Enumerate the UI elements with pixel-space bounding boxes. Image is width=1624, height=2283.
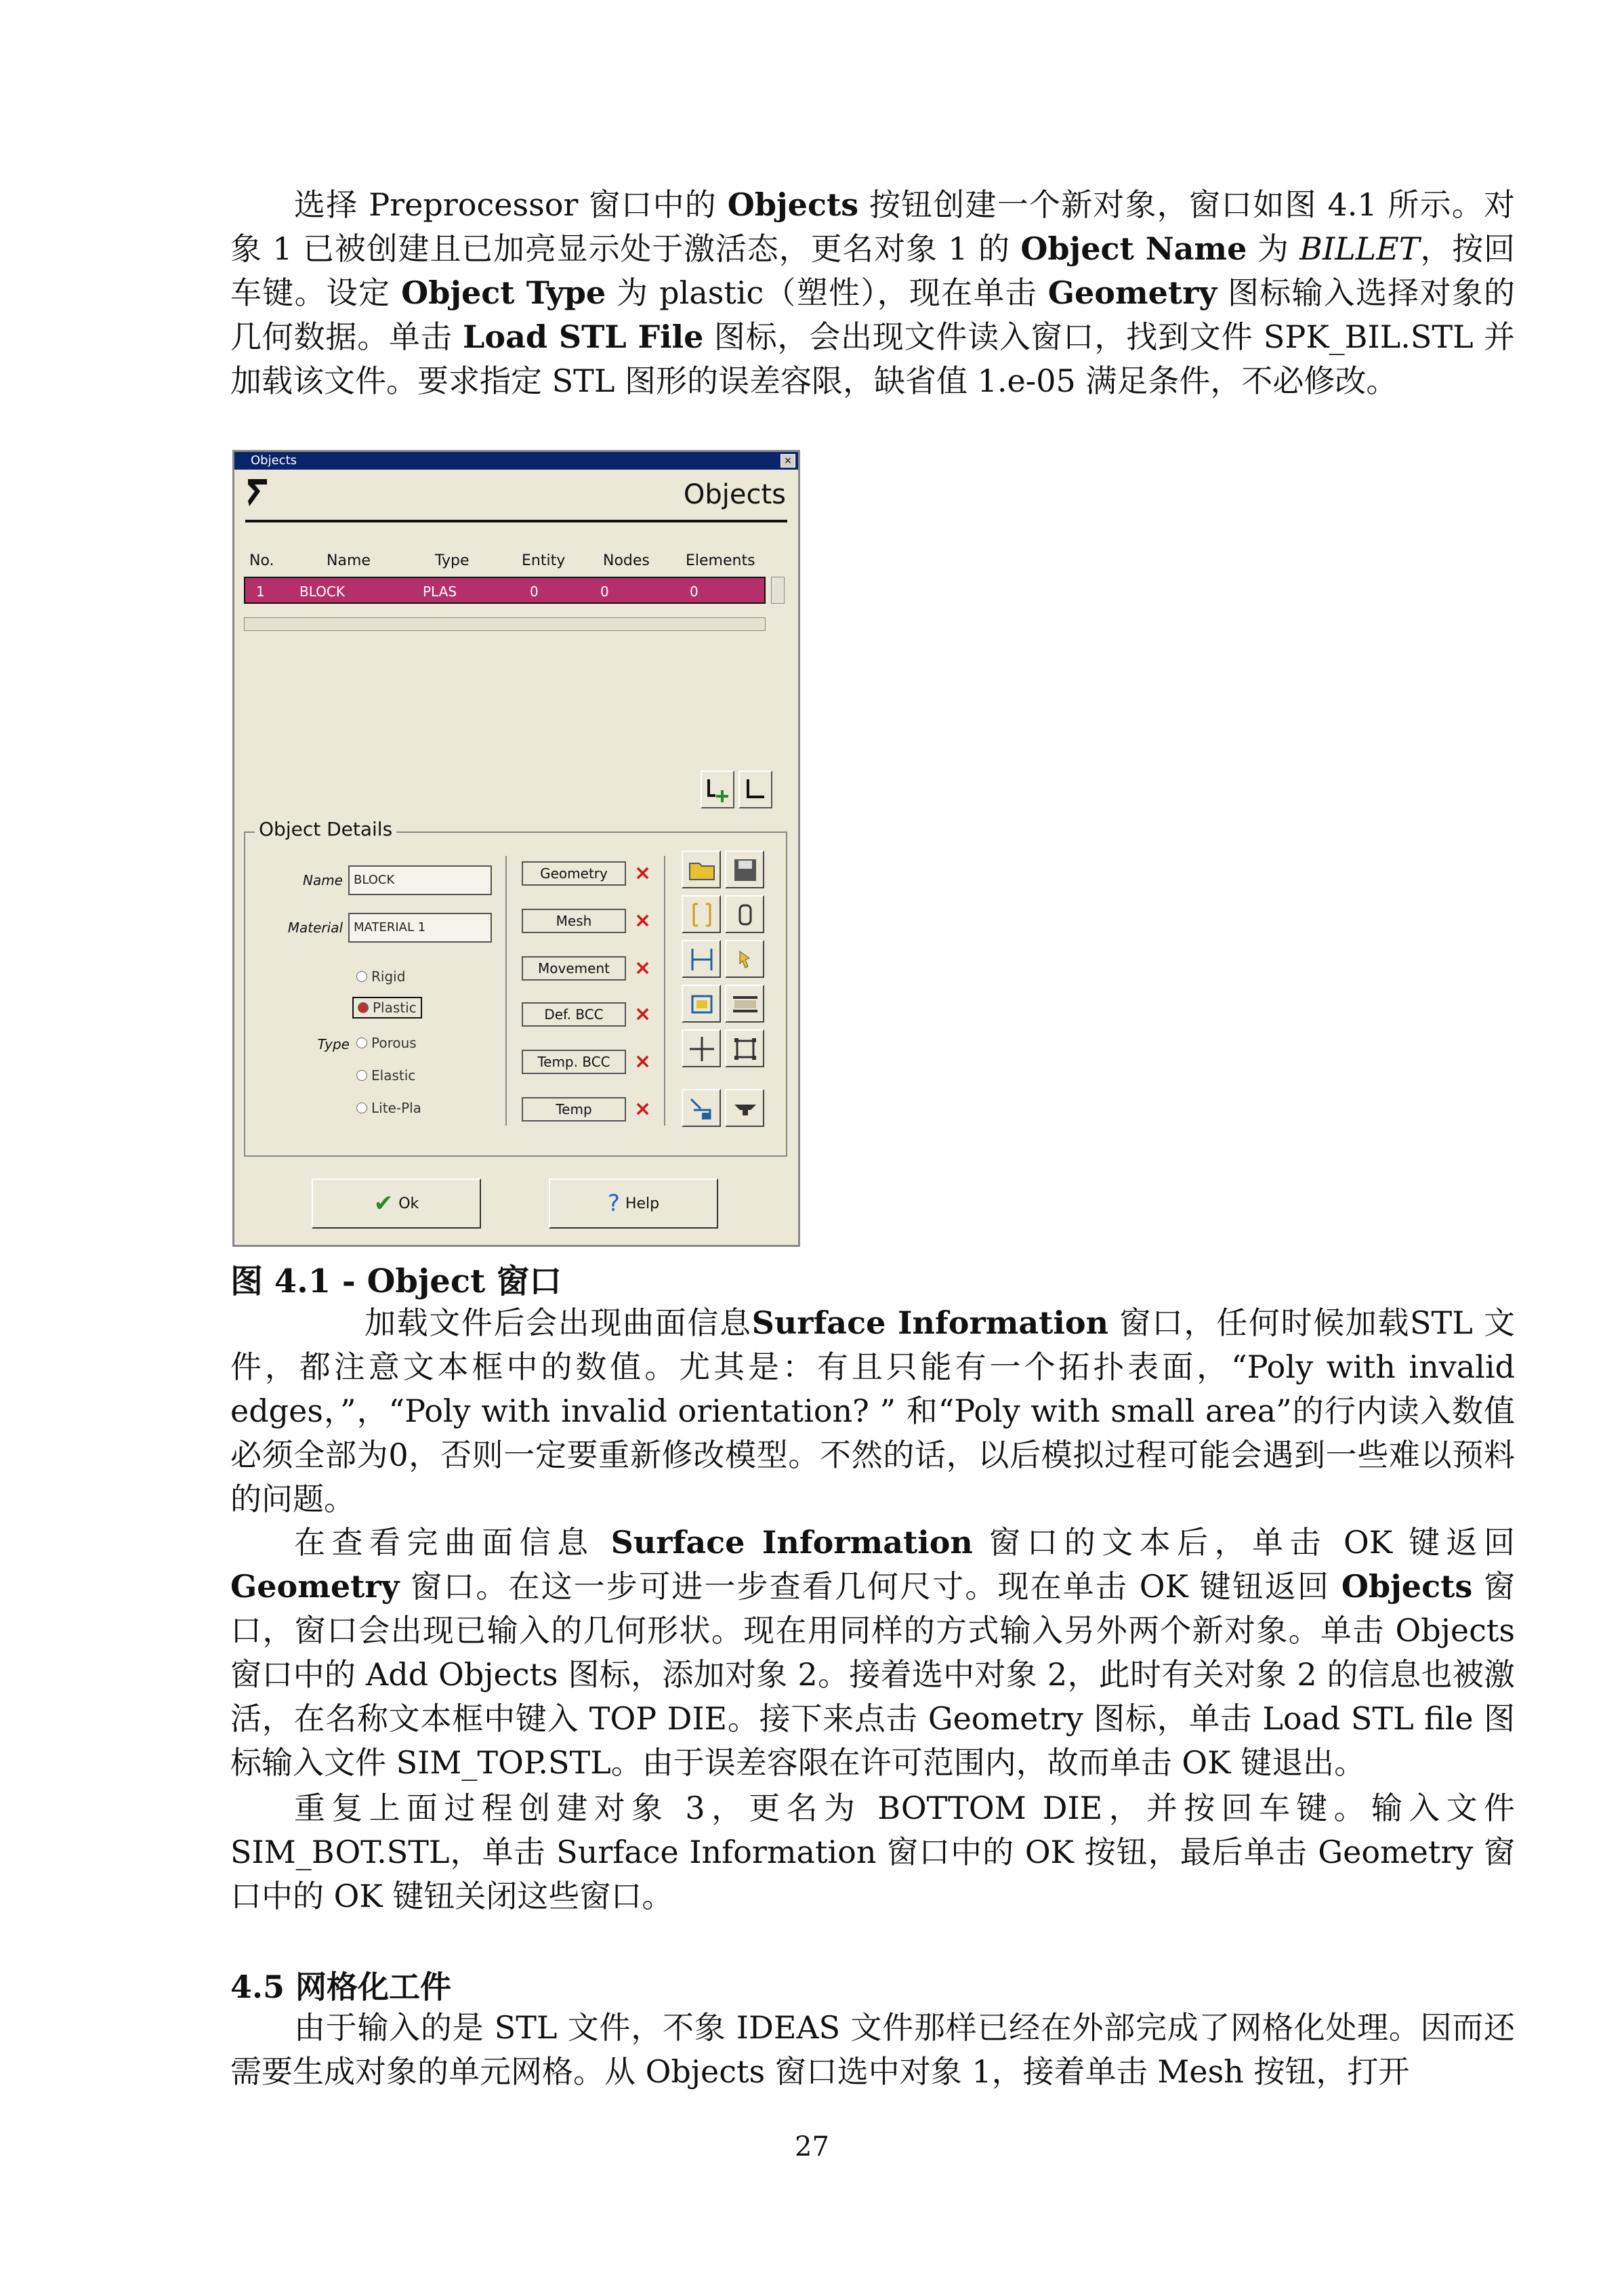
question-mark-icon: ? bbox=[607, 1190, 620, 1217]
open-file-button[interactable] bbox=[682, 850, 721, 888]
zero-icon bbox=[730, 900, 760, 930]
die-view-button[interactable] bbox=[725, 1089, 764, 1127]
horizontal-scrollbar[interactable] bbox=[244, 617, 766, 631]
row-nodes: 0 bbox=[600, 583, 609, 600]
row-type: PLAS bbox=[423, 583, 457, 600]
column-header-type: Type bbox=[435, 552, 470, 569]
row-no: 1 bbox=[256, 583, 265, 600]
help-button[interactable]: ? Help bbox=[549, 1178, 718, 1229]
row-name: BLOCK bbox=[299, 583, 345, 600]
def-bcc-status-x-icon: × bbox=[634, 1002, 652, 1026]
dimension-icon bbox=[687, 945, 717, 974]
box-tool-button[interactable] bbox=[725, 1029, 764, 1067]
frame-icon bbox=[687, 989, 717, 1019]
layer-tool-button[interactable] bbox=[725, 985, 764, 1023]
type-label: Type bbox=[317, 1036, 350, 1052]
temp-button[interactable]: Temp bbox=[522, 1097, 626, 1122]
def-bcc-button[interactable]: Def. BCC bbox=[522, 1002, 626, 1027]
delete-object-icon bbox=[743, 775, 770, 805]
section-heading: 4.5 网格化工件 bbox=[230, 1969, 452, 2005]
column-header-nodes: Nodes bbox=[603, 552, 650, 569]
window-titlebar bbox=[234, 452, 798, 470]
zero-tool-button[interactable] bbox=[725, 895, 764, 933]
object-details-label: Object Details bbox=[255, 818, 396, 840]
mesh-status-x-icon: × bbox=[634, 909, 652, 932]
app-logo-icon bbox=[245, 476, 270, 510]
figure-caption: 图 4.1 - Object 窗口 bbox=[230, 1262, 562, 1300]
save-file-button[interactable] bbox=[725, 850, 764, 888]
frame-tool-button[interactable] bbox=[682, 985, 721, 1023]
details-divider-right bbox=[664, 856, 665, 1126]
type-radio-plastic[interactable]: Plastic bbox=[352, 997, 422, 1019]
name-label: Name bbox=[302, 872, 343, 888]
material-label: Material bbox=[287, 920, 343, 936]
radio-dot-icon bbox=[356, 1037, 367, 1048]
mesh-view-button[interactable] bbox=[682, 1089, 721, 1127]
window-title: Objects bbox=[251, 453, 297, 468]
add-object-icon bbox=[705, 775, 732, 805]
geometry-button[interactable]: Geometry bbox=[522, 861, 626, 886]
window-close-button[interactable]: × bbox=[780, 454, 795, 468]
save-disk-icon bbox=[730, 855, 760, 885]
mesh-view-icon bbox=[687, 1094, 717, 1124]
vertical-scrollbar[interactable] bbox=[771, 577, 785, 604]
pointer-tool-button[interactable] bbox=[725, 940, 764, 978]
cross-icon bbox=[687, 1034, 717, 1064]
type-radio-lite-pla[interactable]: Lite-Pla bbox=[356, 1100, 421, 1116]
column-header-entity: Entity bbox=[522, 552, 566, 569]
table-row[interactable] bbox=[244, 577, 766, 604]
bracket-tool-button[interactable] bbox=[682, 895, 721, 933]
name-field[interactable]: BLOCK bbox=[348, 865, 492, 895]
column-header-no: No. bbox=[249, 552, 274, 569]
objects-window-figure bbox=[232, 450, 800, 1247]
details-divider bbox=[505, 856, 507, 1126]
temp-status-x-icon: × bbox=[634, 1097, 652, 1121]
temp-bcc-button[interactable]: Temp. BCC bbox=[522, 1050, 626, 1074]
radio-dot-icon bbox=[356, 971, 367, 982]
ok-button[interactable]: ✔ Ok bbox=[312, 1178, 481, 1229]
die-view-icon bbox=[730, 1094, 760, 1124]
layer-icon bbox=[730, 989, 760, 1019]
heading-rule bbox=[245, 520, 787, 522]
dimension-tool-button[interactable] bbox=[682, 940, 721, 978]
row-entity: 0 bbox=[530, 583, 539, 600]
type-radio-porous[interactable]: Porous bbox=[356, 1035, 417, 1051]
pointer-icon bbox=[730, 945, 760, 974]
paragraph-5: 由于输入的是 STL 文件，不象 IDEAS 文件那样已经在外部完成了网格化处理。因而还需要生成对象的单元网格。从 Objects 窗口选中对象 1，接着单击 Mesh 按钮，打开 bbox=[230, 2009, 1515, 2090]
page-number: 27 bbox=[795, 2131, 829, 2162]
radio-dot-icon bbox=[356, 1070, 367, 1081]
radio-dot-selected-icon bbox=[358, 1002, 369, 1013]
geometry-status-x-icon: × bbox=[634, 861, 652, 885]
open-folder-icon bbox=[687, 855, 717, 885]
column-header-name: Name bbox=[327, 552, 371, 569]
paragraph-4: 重复上面过程创建对象 3，更名为 BOTTOM DIE，并按回车键。输入文件 SIM_BOT.STL，单击 Surface Information 窗口中的 OK 按钮，最后单击 Geometry 窗口中的 OK 键钮关闭这些窗口。 bbox=[230, 1790, 1515, 1914]
delete-object-button[interactable] bbox=[738, 770, 772, 808]
cross-tool-button[interactable] bbox=[682, 1029, 721, 1067]
movement-button[interactable]: Movement bbox=[522, 956, 626, 981]
box-corners-icon bbox=[730, 1034, 760, 1064]
mesh-button[interactable]: Mesh bbox=[522, 909, 626, 933]
paragraph-1: 选择 Preprocessor 窗口中的 Objects 按钮创建一个新对象，窗口如图 4.1 所示。对象 1 已被创建且已加亮显示处于激活态，更名对象 1 的 Object Name 为 BILLET，按回车键。设定 Object Type 为 plastic（塑性），现在单击 Geometry 图标输入选择对象的几何数据。单击 Load STL File 图标，会出现文件读入窗口，找到文件 SPK_BIL.STL 并加载该文件。要求指定 STL 图形的误差容限，缺省值 1.e-05 满足条件，不必修改。 bbox=[230, 186, 1516, 399]
type-radio-rigid[interactable]: Rigid bbox=[356, 968, 405, 985]
add-object-button[interactable] bbox=[701, 770, 734, 808]
paragraph-3: 在查看完曲面信息 Surface Information 窗口的文本后，单击 OK 键返回 Geometry 窗口。在这一步可进一步查看几何尺寸。现在单击 OK 键钮返回 Objects 窗口，窗口会出现已输入的几何形状。现在用同样的方式输入另外两个新对象。单击 Objects 窗口中的 Add Objects 图标，添加对象 2。接着选中对象 2，此时有关对象 2 的信息也被激活，在名称文本框中键入 TOP DIE。接下来点击 Geometry 图标，单击 Load STL file 图标输入文件 SIM_TOP.STL。由于误差容限在许可范围内，故而单击 OK 键退出。 bbox=[230, 1524, 1516, 1781]
material-field[interactable]: MATERIAL 1 bbox=[348, 913, 492, 943]
column-header-elements: Elements bbox=[686, 552, 755, 569]
row-elements: 0 bbox=[690, 583, 699, 600]
type-radio-elastic[interactable]: Elastic bbox=[356, 1067, 415, 1084]
radio-dot-icon bbox=[356, 1103, 367, 1113]
temp-bcc-status-x-icon: × bbox=[634, 1050, 652, 1073]
checkmark-icon: ✔ bbox=[373, 1190, 394, 1217]
window-heading: Objects bbox=[683, 479, 786, 510]
movement-status-x-icon: × bbox=[634, 956, 652, 980]
paragraph-2: 加载文件后会出现曲面信息Surface Information 窗口，任何时候加载STL 文件，都注意文本框中的数值。尤其是：有且只能有一个拓扑表面，“Poly with invalid edges，”，“Poly with invalid orientation? ” 和“Poly with small area”的行内读入数值必须全部为0，否则一定要重新修改模型。不然的话，以后模拟过程可能会遇到一些难以预料的问题。 bbox=[230, 1304, 1515, 1517]
bracket-icon bbox=[687, 900, 717, 930]
